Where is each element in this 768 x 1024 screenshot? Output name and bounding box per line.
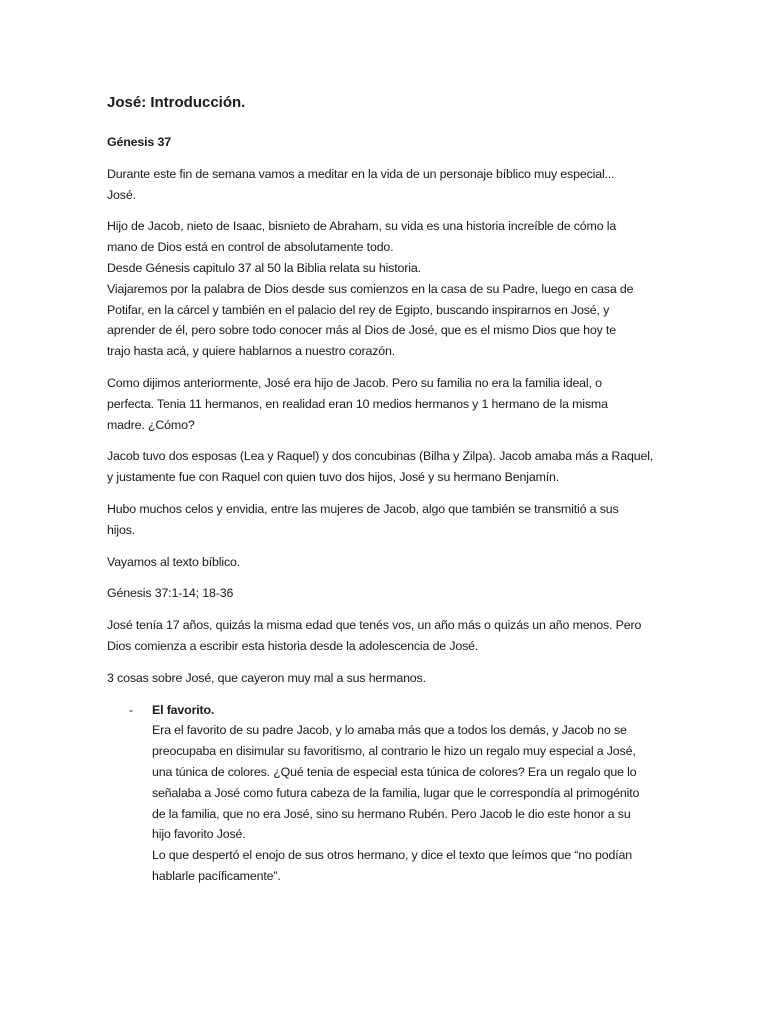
paragraph-line: Vayamos al texto bíblico. — [107, 554, 241, 569]
paragraph — [107, 615, 652, 657]
paragraph-line: Hijo de Jacob, nieto de Isaac, bisnieto de Abraham, su vida es una historia increíble de cómo la — [107, 219, 617, 234]
paragraph-line: José tenía 17 años, quizás la misma edad que tenés vos, un año más o quizás un año menos. Pero — [107, 618, 642, 633]
paragraph-line: Dios comienza a escribir esta historia desde la adolescencia de José. — [107, 638, 479, 653]
paragraph-line: Génesis 37:1-14; 18-36 — [107, 586, 234, 601]
paragraph-line: Hubo muchos celos y envidia, entre las mujeres de Jacob, algo que también se transmitió a sus — [107, 501, 619, 516]
paragraph — [107, 446, 652, 488]
paragraph-line: y justamente fue con Raquel con quien tuvo dos hijos, José y su hermano Benjamín. — [107, 470, 560, 485]
paragraph-line: 3 cosas sobre José, que cayeron muy mal a sus hermanos. — [107, 670, 426, 685]
point-line: preocupaba en disimular su favoritismo, al contrario le hizo un regalo muy especial a José, — [152, 744, 636, 759]
document-title: José: Introducción. — [107, 94, 246, 111]
paragraph — [107, 373, 652, 435]
paragraph-line: madre. ¿Cómo? — [107, 417, 195, 432]
point-line: Era el favorito de su padre Jacob, y lo amaba más que a todos los demás, y Jacob no se — [152, 723, 627, 738]
list-item — [107, 700, 652, 887]
paragraph-line: Potifar, en la cárcel y también en el palacio del rey de Egipto, buscando inspirarnos en José, y — [107, 302, 610, 317]
point-line: una túnica de colores. ¿Qué tenia de especial esta túnica de colores? Era un regalo que lo — [152, 764, 637, 779]
point-line: hablarle pacíficamente”. — [152, 868, 281, 883]
list-bullet-dash: - — [129, 702, 133, 717]
document-page — [107, 92, 652, 887]
point-list — [107, 700, 652, 887]
paragraph-line: trajo hasta acá, y quiere hablarnos a nuestro corazón. — [107, 344, 396, 359]
scripture-reference: Génesis 37 — [107, 135, 171, 149]
paragraph-line: José. — [107, 187, 136, 202]
paragraph-line: aprender de él, pero sobre todo conocer más al Dios de José, que es el mismo Dios que hoy te — [107, 323, 616, 338]
paragraph — [107, 164, 652, 206]
point-title: El favorito. — [152, 702, 215, 717]
paragraph — [107, 583, 652, 604]
paragraph — [107, 216, 652, 362]
paragraph-line: Desde Génesis capitulo 37 al 50 la Biblia relata su historia. — [107, 260, 421, 275]
paragraph — [107, 499, 652, 541]
paragraph-line: Viajaremos por la palabra de Dios desde sus comienzos en la casa de su Padre, luego en casa de — [107, 281, 634, 296]
paragraph — [107, 552, 652, 573]
point-line: de la familia, que no era José, sino su hermano Rubén. Pero Jacob le dio este honor a su — [152, 806, 631, 821]
paragraph — [107, 668, 652, 689]
paragraph-line: mano de Dios está en control de absolutamente todo. — [107, 240, 394, 255]
point-line: señalaba a José como futura cabeza de la familia, lugar que le correspondía al primogénito — [152, 785, 640, 800]
paragraph-line: Como dijimos anteriormente, José era hijo de Jacob. Pero su familia no era la familia ideal, o — [107, 375, 602, 390]
paragraph-line: Jacob tuvo dos esposas (Lea y Raquel) y dos concubinas (Bilha y Zilpa). Jacob amaba más a Raquel, — [107, 449, 654, 464]
paragraph-list — [107, 164, 652, 689]
paragraph-line: hijos. — [107, 522, 136, 537]
point-line: hijo favorito José. — [152, 827, 246, 842]
paragraph-line: perfecta. Tenia 11 hermanos, en realidad eran 10 medios hermanos y 1 hermano de la misma — [107, 396, 608, 411]
point-line: Lo que despertó el enojo de sus otros hermano, y dice el texto que leímos que “no podían — [152, 848, 632, 863]
paragraph-line: Durante este fin de semana vamos a meditar en la vida de un personaje bíblico muy especial... — [107, 166, 615, 181]
